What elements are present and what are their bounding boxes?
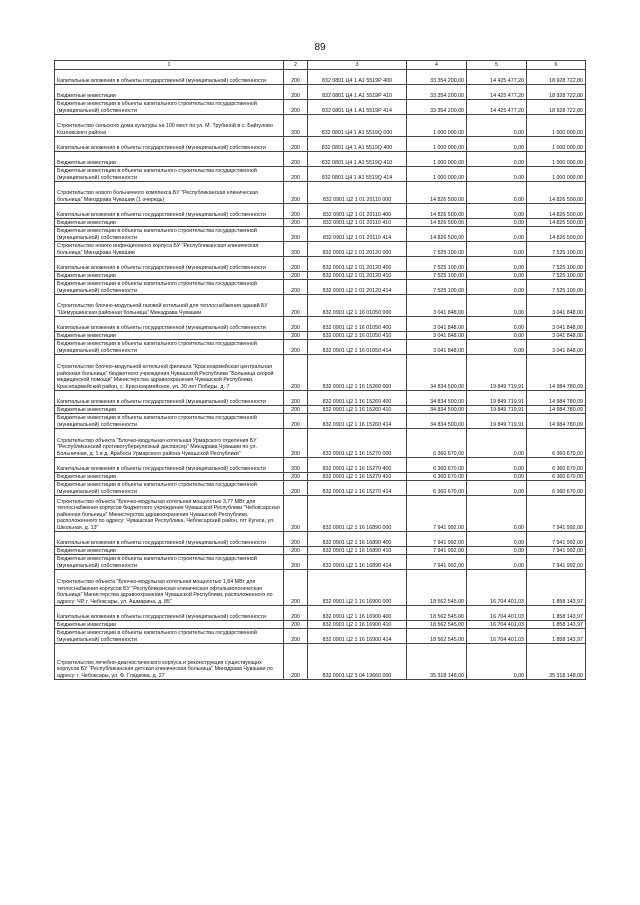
row-name: Бюджетные инвестиции bbox=[55, 473, 284, 481]
row-value-col6: 1 000 000,00 bbox=[527, 167, 586, 182]
table-row bbox=[55, 570, 586, 606]
column-header: 4 bbox=[407, 61, 467, 70]
row-value-col4: 1 000 000,00 bbox=[407, 152, 467, 167]
row-classifier: 832 0901 Ц2 1 16 01050 400 bbox=[308, 317, 407, 332]
row-value-col6: 7 525 100,00 bbox=[527, 280, 586, 295]
row-value-col4: 1 000 000,00 bbox=[407, 137, 467, 152]
row-name: Бюджетные инвестиции bbox=[55, 621, 284, 629]
row-code: 200 bbox=[284, 532, 308, 547]
row-value-col6: 3 041 848,00 bbox=[527, 332, 586, 340]
row-value-col5: 0,00 bbox=[467, 532, 527, 547]
row-value-col4: 7 525 100,00 bbox=[407, 257, 467, 272]
row-name: Капитальные вложения в объекты государственной (муниципальной) собственности bbox=[55, 70, 284, 85]
table-row bbox=[55, 547, 586, 555]
row-code: 200 bbox=[284, 219, 308, 227]
row-value-col5: 14 425 477,20 bbox=[467, 85, 527, 100]
row-value-col4: 7 525 100,00 bbox=[407, 272, 467, 280]
row-code: 200 bbox=[284, 227, 308, 242]
table-row bbox=[55, 182, 586, 204]
row-classifier: 832 0901 Ц2 1 01 20110 410 bbox=[308, 219, 407, 227]
row-value-col4: 34 834 500,00 bbox=[407, 406, 467, 414]
row-value-col5: 0,00 bbox=[467, 167, 527, 182]
row-value-col6: 1 000 000,00 bbox=[527, 152, 586, 167]
table-row bbox=[55, 340, 586, 355]
table-row bbox=[55, 414, 586, 429]
row-code: 200 bbox=[284, 257, 308, 272]
row-classifier: 832 0801 Ц4 1 А1 5519Р 414 bbox=[308, 100, 407, 115]
row-code: 200 bbox=[284, 429, 308, 458]
row-classifier: 832 0901 Ц2 1 16 01050 414 bbox=[308, 340, 407, 355]
column-header: 3 bbox=[308, 61, 407, 70]
table-row bbox=[55, 152, 586, 167]
column-header: 6 bbox=[527, 61, 586, 70]
row-value-col4: 34 834 500,00 bbox=[407, 355, 467, 391]
table-row bbox=[55, 280, 586, 295]
row-value-col4: 3 041 848,00 bbox=[407, 340, 467, 355]
row-value-col5: 0,00 bbox=[467, 340, 527, 355]
row-code: 200 bbox=[284, 317, 308, 332]
table-row bbox=[55, 167, 586, 182]
row-name: Бюджетные инвестиции в объекты капитального строительства государственной (муниципальной) собственности bbox=[55, 167, 284, 182]
row-name: Бюджетные инвестиции в объекты капитального строительства государственной (муниципальной) собственности bbox=[55, 555, 284, 570]
row-value-col5: 16 704 401,03 bbox=[467, 629, 527, 644]
row-name: Капитальные вложения в объекты государственной (муниципальной) собственности bbox=[55, 137, 284, 152]
row-name: Строительство блочно-модульной котельной филиала "Красноармейская центральная районная больница" бюджетного учреждения Чувашской Республики "Больница скорой медицинской помощи" Министерства здравоохранения Чувашской Республики, Красноармейский район, с. Красноармейское, ул. 30 лет Победы, д. 7 bbox=[55, 355, 284, 391]
row-name: Бюджетные инвестиции bbox=[55, 406, 284, 414]
row-value-col4: 18 562 545,00 bbox=[407, 629, 467, 644]
row-code: 200 bbox=[284, 340, 308, 355]
row-classifier: 832 0901 Ц2 1 16 16900 400 bbox=[308, 606, 407, 621]
row-name: Капитальные вложения в объекты государственной (муниципальной) собственности bbox=[55, 204, 284, 219]
row-value-col6: 7 525 100,00 bbox=[527, 272, 586, 280]
row-value-col5: 0,00 bbox=[467, 272, 527, 280]
table-row bbox=[55, 332, 586, 340]
row-code: 200 bbox=[284, 414, 308, 429]
row-name: Строительство нового больничного комплекса БУ "Республиканская клиническая больница" Минздрава Чувашии (1 очередь) bbox=[55, 182, 284, 204]
row-name: Капитальные вложения в объекты государственной (муниципальной) собственности bbox=[55, 317, 284, 332]
row-name: Бюджетные инвестиции bbox=[55, 85, 284, 100]
row-classifier: 832 0901 Ц2 1 16 15260 410 bbox=[308, 406, 407, 414]
row-value-col5: 14 425 477,20 bbox=[467, 70, 527, 85]
row-code: 200 bbox=[284, 204, 308, 219]
row-code: 200 bbox=[284, 272, 308, 280]
row-value-col5: 0,00 bbox=[467, 644, 527, 680]
row-value-col4: 35 318 148,00 bbox=[407, 644, 467, 680]
table-row bbox=[55, 391, 586, 406]
row-value-col4: 18 562 545,00 bbox=[407, 606, 467, 621]
row-value-col6: 35 318 148,00 bbox=[527, 644, 586, 680]
row-value-col6: 7 941 992,00 bbox=[527, 496, 586, 532]
row-classifier: 832 0901 Ц2 1 01 20110 000 bbox=[308, 182, 407, 204]
row-code: 200 bbox=[284, 182, 308, 204]
row-value-col6: 1 000 000,00 bbox=[527, 137, 586, 152]
table-row bbox=[55, 242, 586, 257]
row-value-col4: 33 354 200,00 bbox=[407, 70, 467, 85]
row-value-col4: 14 826 500,00 bbox=[407, 227, 467, 242]
row-value-col4: 1 000 000,00 bbox=[407, 167, 467, 182]
table-row bbox=[55, 317, 586, 332]
row-code: 200 bbox=[284, 481, 308, 496]
row-code: 200 bbox=[284, 547, 308, 555]
row-code: 200 bbox=[284, 355, 308, 391]
row-value-col4: 7 941 992,00 bbox=[407, 532, 467, 547]
row-value-col4: 34 834 500,00 bbox=[407, 414, 467, 429]
table-row bbox=[55, 70, 586, 85]
row-value-col5: 0,00 bbox=[467, 429, 527, 458]
header-row bbox=[55, 61, 586, 70]
row-classifier: 832 0801 Ц4 1 А1 5519Q 400 bbox=[308, 137, 407, 152]
row-name: Капитальные вложения в объекты государственной (муниципальной) собственности bbox=[55, 257, 284, 272]
table-row bbox=[55, 257, 586, 272]
row-value-col6: 14 826 500,00 bbox=[527, 219, 586, 227]
row-value-col4: 7 525 100,00 bbox=[407, 242, 467, 257]
row-value-col5: 0,00 bbox=[467, 481, 527, 496]
row-classifier: 832 0901 Ц2 1 16 01050 410 bbox=[308, 332, 407, 340]
row-name: Бюджетные инвестиции в объекты капитального строительства государственной (муниципальной) собственности bbox=[55, 481, 284, 496]
row-value-col6: 1 858 143,97 bbox=[527, 629, 586, 644]
row-value-col5: 19 849 719,91 bbox=[467, 414, 527, 429]
row-classifier: 832 0901 Ц2 1 16 16900 000 bbox=[308, 570, 407, 606]
row-value-col5: 0,00 bbox=[467, 547, 527, 555]
table-row bbox=[55, 555, 586, 570]
row-value-col6: 18 928 722,80 bbox=[527, 85, 586, 100]
row-classifier: 832 0801 Ц4 1 А1 5519Q 410 bbox=[308, 152, 407, 167]
row-classifier: 832 0901 Ц2 1 16 16890 410 bbox=[308, 547, 407, 555]
row-classifier: 832 0901 Ц2 1 16 15260 000 bbox=[308, 355, 407, 391]
table-row bbox=[55, 606, 586, 621]
table-row bbox=[55, 219, 586, 227]
row-classifier: 832 0901 Ц2 1 01 20120 000 bbox=[308, 242, 407, 257]
row-value-col5: 19 849 719,91 bbox=[467, 391, 527, 406]
row-value-col4: 6 360 670,00 bbox=[407, 481, 467, 496]
row-name: Бюджетные инвестиции в объекты капитального строительства государственной (муниципальной) собственности bbox=[55, 280, 284, 295]
row-code: 200 bbox=[284, 621, 308, 629]
row-code: 200 bbox=[284, 406, 308, 414]
table-row bbox=[55, 115, 586, 137]
row-value-col4: 3 041 848,00 bbox=[407, 295, 467, 317]
row-classifier: 832 0901 Ц2 1 16 15270 410 bbox=[308, 473, 407, 481]
row-value-col5: 19 849 719,91 bbox=[467, 355, 527, 391]
row-value-col4: 7 941 992,00 bbox=[407, 496, 467, 532]
table-row bbox=[55, 473, 586, 481]
row-value-col4: 3 041 848,00 bbox=[407, 332, 467, 340]
row-classifier: 832 0901 Ц2 1 16 16900 410 bbox=[308, 621, 407, 629]
row-value-col4: 34 834 500,00 bbox=[407, 391, 467, 406]
table-row bbox=[55, 204, 586, 219]
row-value-col4: 18 562 545,00 bbox=[407, 570, 467, 606]
row-value-col5: 0,00 bbox=[467, 555, 527, 570]
row-value-col6: 7 525 100,00 bbox=[527, 257, 586, 272]
row-value-col6: 18 928 722,80 bbox=[527, 70, 586, 85]
row-classifier: 832 0901 Ц2 1 16 16890 000 bbox=[308, 496, 407, 532]
row-value-col5: 14 425 477,20 bbox=[467, 100, 527, 115]
row-value-col5: 16 704 401,03 bbox=[467, 570, 527, 606]
row-code: 200 bbox=[284, 496, 308, 532]
row-name: Строительство объекта "Блочно-модульная котельная мощностью 3,77 МВт для теплоснабжения корпусов бюджетного учреждения Чувашской Республики "Чебоксарская районная больница" Министерства здравоохранения Чувашской Республики, расположенного по адресу: Чувашская Республика, Чебоксарский район, пгт Кугеси, ул. Школьная, д. 13" bbox=[55, 496, 284, 532]
row-name: Бюджетные инвестиции bbox=[55, 547, 284, 555]
table-row bbox=[55, 85, 586, 100]
row-code: 200 bbox=[284, 391, 308, 406]
row-code: 200 bbox=[284, 242, 308, 257]
row-name: Строительство нового инфекционного корпуса БУ "Республиканская клиническая больница" Минздрава Чувашии bbox=[55, 242, 284, 257]
row-value-col5: 0,00 bbox=[467, 317, 527, 332]
row-value-col6: 18 928 722,80 bbox=[527, 100, 586, 115]
row-classifier: 832 0901 Ц2 1 01 20110 414 bbox=[308, 227, 407, 242]
row-code: 200 bbox=[284, 606, 308, 621]
table-row bbox=[55, 227, 586, 242]
column-header: 2 bbox=[284, 61, 308, 70]
row-code: 200 bbox=[284, 152, 308, 167]
row-name: Капитальные вложения в объекты государственной (муниципальной) собственности bbox=[55, 391, 284, 406]
row-value-col6: 14 826 500,00 bbox=[527, 227, 586, 242]
row-code: 200 bbox=[284, 555, 308, 570]
row-code: 200 bbox=[284, 137, 308, 152]
row-value-col6: 6 360 670,00 bbox=[527, 473, 586, 481]
row-value-col6: 1 000 000,00 bbox=[527, 115, 586, 137]
table-row bbox=[55, 355, 586, 391]
row-value-col5: 0,00 bbox=[467, 204, 527, 219]
row-value-col5: 0,00 bbox=[467, 219, 527, 227]
row-value-col5: 0,00 bbox=[467, 332, 527, 340]
row-value-col4: 1 000 000,00 bbox=[407, 115, 467, 137]
row-value-col6: 14 984 780,09 bbox=[527, 391, 586, 406]
row-name: Капитальные вложения в объекты государственной (муниципальной) собственности bbox=[55, 458, 284, 473]
row-value-col6: 1 858 143,97 bbox=[527, 621, 586, 629]
row-code: 200 bbox=[284, 100, 308, 115]
row-name: Бюджетные инвестиции в объекты капитального строительства государственной (муниципальной) собственности bbox=[55, 227, 284, 242]
table-row bbox=[55, 272, 586, 280]
row-value-col6: 14 826 500,00 bbox=[527, 182, 586, 204]
row-value-col6: 14 984 780,09 bbox=[527, 355, 586, 391]
row-classifier: 832 0901 Ц2 1 16 15260 414 bbox=[308, 414, 407, 429]
table-row bbox=[55, 429, 586, 458]
row-value-col5: 0,00 bbox=[467, 295, 527, 317]
row-classifier: 832 0801 Ц4 1 А1 5519Q 000 bbox=[308, 115, 407, 137]
row-code: 200 bbox=[284, 332, 308, 340]
row-value-col4: 3 041 848,00 bbox=[407, 317, 467, 332]
row-value-col5: 0,00 bbox=[467, 496, 527, 532]
row-code: 200 bbox=[284, 85, 308, 100]
column-header: 5 bbox=[467, 61, 527, 70]
row-name: Строительство сельского дома культуры на 100 мест по ул. М. Трубиной в с. Байгулово Козловского района bbox=[55, 115, 284, 137]
row-code: 200 bbox=[284, 458, 308, 473]
row-value-col5: 19 849 719,91 bbox=[467, 406, 527, 414]
table-row bbox=[55, 137, 586, 152]
row-classifier: 832 0901 Ц2 1 16 15270 400 bbox=[308, 458, 407, 473]
row-value-col5: 0,00 bbox=[467, 257, 527, 272]
row-value-col4: 18 562 545,00 bbox=[407, 621, 467, 629]
row-value-col5: 16 704 401,03 bbox=[467, 606, 527, 621]
row-classifier: 832 0901 Ц2 1 01 20120 410 bbox=[308, 272, 407, 280]
row-value-col4: 7 941 992,00 bbox=[407, 555, 467, 570]
row-name: Строительство блочно-модульной газовой котельной для теплоснабжения зданий БУ "Шемуршинская районная больница" Минздрава Чувашии bbox=[55, 295, 284, 317]
row-classifier: 832 0901 Ц2 1 01 20110 400 bbox=[308, 204, 407, 219]
row-value-col6: 1 858 143,97 bbox=[527, 570, 586, 606]
row-value-col5: 0,00 bbox=[467, 137, 527, 152]
row-value-col5: 0,00 bbox=[467, 458, 527, 473]
row-value-col5: 0,00 bbox=[467, 115, 527, 137]
row-value-col5: 0,00 bbox=[467, 242, 527, 257]
row-value-col4: 14 826 500,00 bbox=[407, 219, 467, 227]
row-value-col4: 33 354 200,00 bbox=[407, 85, 467, 100]
row-value-col4: 6 360 670,00 bbox=[407, 458, 467, 473]
row-value-col6: 14 984 780,09 bbox=[527, 406, 586, 414]
row-classifier: 832 0901 Ц2 1 16 15270 414 bbox=[308, 481, 407, 496]
row-value-col5: 0,00 bbox=[467, 473, 527, 481]
row-code: 200 bbox=[284, 70, 308, 85]
row-value-col6: 1 858 143,97 bbox=[527, 606, 586, 621]
table-row bbox=[55, 481, 586, 496]
row-code: 200 bbox=[284, 295, 308, 317]
row-value-col6: 6 360 670,00 bbox=[527, 481, 586, 496]
page-number: 89 bbox=[314, 42, 326, 53]
row-classifier: 832 0901 Ц2 1 16 16890 400 bbox=[308, 532, 407, 547]
row-classifier: 832 0901 Ц2 3 04 19660 000 bbox=[308, 644, 407, 680]
row-name: Бюджетные инвестиции в объекты капитального строительства государственной (муниципальной) собственности bbox=[55, 340, 284, 355]
row-value-col6: 7 941 992,00 bbox=[527, 547, 586, 555]
table-row bbox=[55, 458, 586, 473]
row-classifier: 832 0901 Ц2 1 01 20120 414 bbox=[308, 280, 407, 295]
row-value-col5: 0,00 bbox=[467, 152, 527, 167]
table-row bbox=[55, 644, 586, 680]
row-classifier: 832 0901 Ц2 1 16 01050 000 bbox=[308, 295, 407, 317]
row-classifier: 832 0801 Ц4 1 А1 5519Q 414 bbox=[308, 167, 407, 182]
row-classifier: 832 0901 Ц2 1 16 16900 414 bbox=[308, 629, 407, 644]
row-name: Бюджетные инвестиции в объекты капитального строительства государственной (муниципальной) собственности bbox=[55, 629, 284, 644]
row-code: 200 bbox=[284, 115, 308, 137]
row-code: 200 bbox=[284, 629, 308, 644]
row-code: 200 bbox=[284, 644, 308, 680]
row-value-col5: 0,00 bbox=[467, 182, 527, 204]
table-row bbox=[55, 629, 586, 644]
row-code: 200 bbox=[284, 473, 308, 481]
row-value-col4: 7 941 992,00 bbox=[407, 547, 467, 555]
row-value-col6: 7 941 992,00 bbox=[527, 532, 586, 547]
row-classifier: 832 0901 Ц2 1 01 20120 400 bbox=[308, 257, 407, 272]
row-value-col6: 14 984 780,09 bbox=[527, 414, 586, 429]
row-value-col4: 6 360 670,00 bbox=[407, 473, 467, 481]
row-value-col6: 3 041 848,00 bbox=[527, 295, 586, 317]
column-header: 1 bbox=[55, 61, 284, 70]
row-value-col4: 14 826 500,00 bbox=[407, 182, 467, 204]
table-row bbox=[55, 295, 586, 317]
row-classifier: 832 0901 Ц2 1 16 16890 414 bbox=[308, 555, 407, 570]
row-code: 200 bbox=[284, 167, 308, 182]
table-row bbox=[55, 100, 586, 115]
row-code: 200 bbox=[284, 570, 308, 606]
row-value-col5: 0,00 bbox=[467, 280, 527, 295]
row-value-col6: 14 826 500,00 bbox=[527, 204, 586, 219]
row-name: Строительство лечебно-диагностического корпуса и реконструкция существующих корпусов БУ "Республиканская детская клиническая больница" Минздрава Чувашии по адресу: г. Чебоксары, ул. Ф. Гладкова, д. 27 bbox=[55, 644, 284, 680]
row-value-col6: 3 041 848,00 bbox=[527, 340, 586, 355]
row-classifier: 832 0901 Ц2 1 16 15270 000 bbox=[308, 429, 407, 458]
row-value-col6: 7 941 992,00 bbox=[527, 555, 586, 570]
row-value-col4: 14 826 500,00 bbox=[407, 204, 467, 219]
table-row bbox=[55, 406, 586, 414]
row-classifier: 832 0801 Ц4 1 А1 5519Р 400 bbox=[308, 70, 407, 85]
row-name: Капитальные вложения в объекты государственной (муниципальной) собственности bbox=[55, 532, 284, 547]
row-name: Бюджетные инвестиции bbox=[55, 152, 284, 167]
row-name: Строительство объекта "Блочно-модульная котельная мощностью 1,84 МВт для теплоснабжения корпусов БУ "Республиканская клиническая офтальмологическая больница" Министерства здравоохранения Чувашской Республики, расположенного по адресу: ЧР, г. Чебоксары, ул. Ашмарина, д. 85" bbox=[55, 570, 284, 606]
row-value-col4: 33 354 200,00 bbox=[407, 100, 467, 115]
row-code: 200 bbox=[284, 280, 308, 295]
row-name: Бюджетные инвестиции bbox=[55, 219, 284, 227]
row-value-col5: 16 704 401,03 bbox=[467, 621, 527, 629]
row-value-col5: 0,00 bbox=[467, 227, 527, 242]
row-value-col6: 6 360 670,00 bbox=[527, 429, 586, 458]
row-name: Капитальные вложения в объекты государственной (муниципальной) собственности bbox=[55, 606, 284, 621]
row-value-col4: 6 360 670,00 bbox=[407, 429, 467, 458]
row-name: Бюджетные инвестиции bbox=[55, 272, 284, 280]
row-value-col6: 3 041 848,00 bbox=[527, 317, 586, 332]
row-value-col6: 7 525 100,00 bbox=[527, 242, 586, 257]
table-row bbox=[55, 496, 586, 532]
row-value-col6: 6 360 670,00 bbox=[527, 458, 586, 473]
row-name: Бюджетные инвестиции в объекты капитального строительства государственной (муниципальной) собственности bbox=[55, 414, 284, 429]
row-classifier: 832 0901 Ц2 1 16 15260 400 bbox=[308, 391, 407, 406]
table-row bbox=[55, 532, 586, 547]
row-value-col4: 7 525 100,00 bbox=[407, 280, 467, 295]
row-name: Строительство объекта "Блочно-модульная котельная Урмарского отделения БУ "Республиканский противотуберкулезный диспансер" Минздрава Чувашии по ул. Больничная, д. 1 в д. Арабоси Урмарского района Чувашской Республики" bbox=[55, 429, 284, 458]
table-row bbox=[55, 621, 586, 629]
row-name: Бюджетные инвестиции bbox=[55, 332, 284, 340]
row-classifier: 832 0801 Ц4 1 А1 5519Р 410 bbox=[308, 85, 407, 100]
budget-table bbox=[54, 60, 586, 680]
row-name: Бюджетные инвестиции в объекты капитального строительства государственной (муниципальной) собственности bbox=[55, 100, 284, 115]
